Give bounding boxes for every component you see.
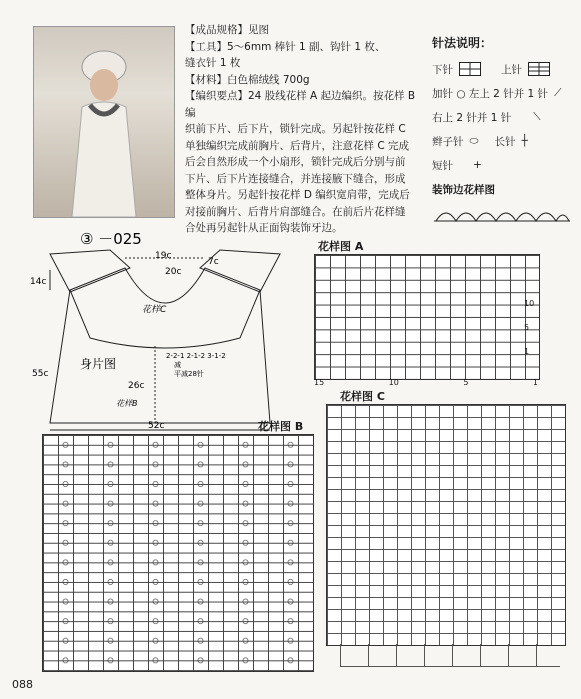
spec-tools: 【工具】5～6mm 棒针 1 副、钩针 1 枚、 xyxy=(185,40,386,53)
long-icon: ┼ xyxy=(521,135,528,147)
row-number: 10 xyxy=(524,299,535,308)
neck-width: 19c xyxy=(155,251,172,261)
pattern-b-title: 花样图 B xyxy=(258,420,304,433)
instructions xyxy=(185,22,420,237)
row-number: 5 xyxy=(524,323,530,332)
right-dec-label: 右上 2 针并 1 针 xyxy=(432,111,512,124)
decrease-word: 减 xyxy=(174,361,181,369)
chain-icon: ⬭ xyxy=(469,134,479,147)
knit-label: 下针 xyxy=(432,63,453,76)
body-height: 55c xyxy=(32,369,49,379)
pattern-c-label: 花样C xyxy=(142,305,167,315)
neck-depth: 20c xyxy=(165,267,182,277)
pattern-c-title: 花样图 C xyxy=(340,390,385,403)
decrease-rule: 2-2-1 2-1-2 3-1-2 xyxy=(166,352,226,360)
short-label: 短针 xyxy=(432,159,453,172)
edge-title: 装饰边花样图 xyxy=(432,183,495,196)
long-label: 长针 xyxy=(494,135,516,148)
col-number: 15 xyxy=(314,378,325,387)
pattern-a-row-numbers xyxy=(524,292,534,364)
pattern-b-label: 花样B xyxy=(116,399,138,408)
body-diagram xyxy=(30,228,295,438)
edge-pattern-icon xyxy=(432,201,572,229)
col-number: 1 xyxy=(532,378,538,387)
spec-size: 【成品规格】见图 xyxy=(185,24,269,36)
note-line: 整体身片。另起针按花样 D 编织宽肩带，完成后 xyxy=(185,189,410,201)
note-line: 对接前胸片、后背片肩部缝合。在前后片花样缝 xyxy=(185,205,406,218)
row-number: 1 xyxy=(524,347,530,356)
note-line: 织前下片、后下片，锁针完成。另起针按花样 C xyxy=(185,123,406,135)
note-line: 【编织要点】24 股线花样 A 起边编织。按花样 B 编 xyxy=(185,90,416,119)
left-dec-icon: ⟋ xyxy=(554,86,562,99)
note-line: 单独编织完成前胸片、后背片，注意花样 C 完成 xyxy=(185,139,410,152)
pattern-c-fringe xyxy=(340,644,560,667)
top-height: 14c xyxy=(30,277,47,287)
spec-material: 【材料】白色棉绒线 700g xyxy=(185,73,310,86)
chain-label: 辫子针 xyxy=(432,135,464,148)
diagram-code: ③ －025 xyxy=(80,230,142,248)
col-number: 10 xyxy=(388,378,399,387)
pattern-c-grid xyxy=(326,404,566,646)
model-photo xyxy=(33,26,175,218)
short-icon: + xyxy=(473,159,482,171)
total-width: 52c xyxy=(148,421,165,431)
pattern-a-col-numbers xyxy=(314,378,538,387)
note-line: 后会自然形成一个小扇形，锁针完成后分别与前 xyxy=(185,156,406,168)
note-line: 合处再另起针从正面钩装饰牙边。 xyxy=(185,222,343,234)
note-line: 下片、后下片连接缝合，并连接腋下缝合，形成 xyxy=(185,172,406,185)
right-dec-icon: ⟍ xyxy=(533,110,541,123)
pattern-a-grid xyxy=(314,254,540,380)
yo-label: 加针 ○ 左上 2 针并 1 针 xyxy=(432,87,549,100)
spec-tools-cont: 缝衣针 1 枚 xyxy=(185,57,241,69)
purl-label: 上针 xyxy=(501,63,522,76)
col-number: 5 xyxy=(463,378,469,387)
pattern-b-grid xyxy=(42,434,314,672)
stitch-legend xyxy=(432,34,572,232)
shoulder-width: 7c xyxy=(208,257,219,267)
pattern-a-title: 花样图 A xyxy=(318,240,364,253)
page-number: 088 xyxy=(12,678,33,691)
knit-symbol-icon xyxy=(459,62,481,76)
legend-title: 针法说明： xyxy=(432,36,493,50)
lower-height: 26c xyxy=(128,381,145,391)
purl-symbol-icon xyxy=(528,62,550,76)
decrease-flat: 平减28针 xyxy=(174,370,204,378)
body-label: 身片图 xyxy=(80,357,117,371)
